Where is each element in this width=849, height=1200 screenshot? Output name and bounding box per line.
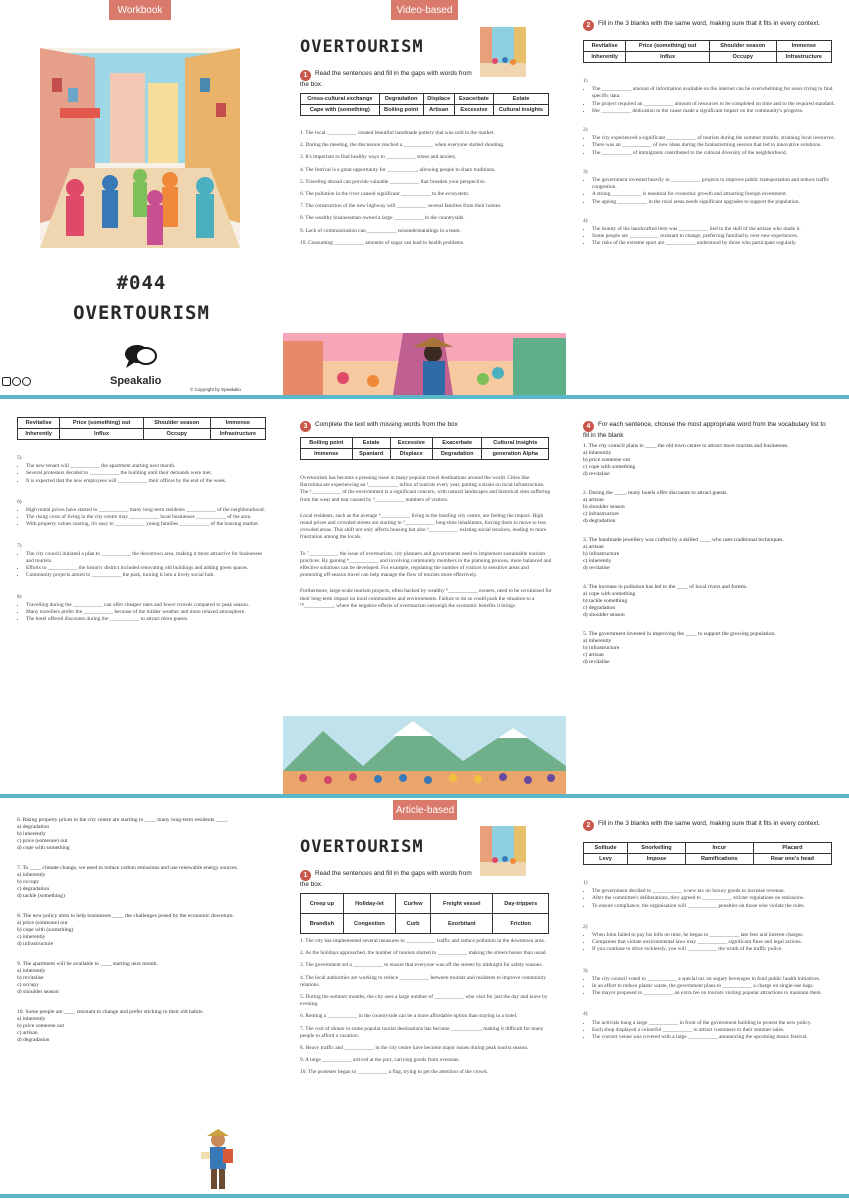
word-cell: Cross-cultural exchange [301,94,380,105]
sentence-group: 6) • High rental prices have started to ___________ many long-term residents ___________ of the neighbourhood. • The rising costs of living in the city centre may ___________ local businesses ___________ of the area. • With property values soaring, it's easy to ___________ young families ___________ of the housing market. [17,499,269,529]
question-item: 2. During the ____, many hotels offer discounts to attract guests. a) artisan b) shoulder season c) infrastructure d) degradation [583,490,728,524]
exercise-number-1: 1 [300,870,311,881]
ex4-questions [583,443,833,672]
question-item: 3. The handmade jewellery was crafted by a skilled ____ who uses traditional techniques. a) artisan b) infrastructure c) inherently d) revitalise [583,537,784,571]
ex1-instruction: 1 Read the sentences and fill in the gaps with words from the box. [300,70,472,88]
ex2-instruction: 2 Fill in the 3 blanks with the same word, making sure that it fits in every context. [583,20,843,31]
word-cell: Excessive [390,438,432,449]
brand-name: Speakalio [110,375,162,387]
word-cell: Cultural insights [493,105,548,116]
sentence-group: 1) • The government decided to ___________ a new tax on luxury goods to increase revenue. • After the committee's deliberations, they agreed to ___________ stricter regulations on emissions. • To ensure compliance, the organisation will ___________ penalties on those who violate the rules. [583,880,835,910]
word-cell: Infrastructure [776,52,831,63]
ex1-word-box [300,93,549,116]
article-tag: Article-based [393,800,457,820]
sentence: 7. The cost of dinner in some popular tourist destinations has become ___________, making it difficult for many people to afford a vacation. [300,1025,544,1039]
sentence-group: 1) • The ___________ amount of information available on the internet can be overwhelming for users trying to find specific data. • The project required an ___________ amount of resources to be completed on time and to the required standard. • Her ___________ dedication to the cause made a significant impact on the community's progress. [583,78,835,115]
sentence-group: 4) • The beauty of the handcrafted item was ___________ tied to the skill of the artisan who made it. • Some people are ___________ resistant to change, preferring familiarity over new experiences. • The risks of the extreme sport are ___________ understood by those who participate regularly. [583,218,835,248]
sentence: 10. The protester began to ___________ a flag, trying to get the attention of the crowd. [300,1069,488,1076]
ex2-groups-continued [17,455,269,628]
cover-panel [0,0,283,395]
word-cell: Friction [493,914,549,934]
word-cell: Infrastructure [210,429,265,440]
word-cell: Congestion [343,914,395,934]
workbook-tag: Workbook [109,0,171,20]
word-cell: Occupy [709,52,776,63]
article-ex1-word-box [300,893,549,934]
word-cell: Exacerbate [454,94,493,105]
worksheet-page-1 [0,0,849,395]
word-cell: Influx [626,52,709,63]
word-cell: Artisan [423,105,454,116]
question-item: 4. The increase in pollution has led to the ____ of local rivers and forests. a) cope with something b) tackle something c) degradation d) shoulder season [583,584,748,618]
word-cell: Estate [493,94,548,105]
cover-number: #044 [116,272,167,294]
paragraph: Furthermore, large-scale tourism projects, often backed by wealthy ⁹___________ owners, need to be scrutinised for their long-term impact on local communities and environments. Failure to do so could push the situation to a ¹⁰___________, where the negative effects of overtourism outweigh the economic benefits it brings. [300,588,552,609]
ex3-text [300,475,552,615]
word-cell: Curfew [396,894,431,914]
paragraph: Local residents, such as the average ⁴___________ living in the bustling city centre, are feeling the impact. High rental prices and crowded streets are starting to ⁵___________ long-time inhabitants, forcing them to move to less crowded areas. This shift not only affects housing but also ⁶___________ existing social tensions, leading to more frustration among the locals. [300,512,547,541]
word-cell: Brandish [301,914,344,934]
word-cell: Excessive [454,105,493,116]
word-cell: Occupy [143,429,210,440]
article-title: OVERTOURISM [300,837,424,857]
sentence-group: 2) • When John failed to pay his bills on time, he began to ___________ late fees and interest charges. • Companies that violate environmental laws may ___________ significant fines and legal actions. • If you continue to drive recklessly, you will ___________ the wrath of the traffic police. [583,924,835,954]
video-tag: Video-based [391,0,458,20]
page-divider [0,395,849,399]
article-exercise-column [283,800,566,1194]
word-cell: Rear one's head [753,854,831,865]
word-cell: Degradation [379,94,423,105]
word-cell: Revitalise [18,418,60,429]
page-divider [0,794,849,798]
question-item: 9. The apartment will be available to ____ starting next month. a) inherently b) revitalise c) occupy d) shoulder season [17,961,158,995]
worksheet-page-3 [0,800,849,1194]
multiple-choice-continued [0,800,283,1194]
sentence: 9. A large ___________ arrived at the port, carrying goods from overseas. [300,1057,460,1064]
word-cell: Price (something) out [60,418,143,429]
article-ex2-groups [583,880,835,1046]
ex3-word-box [300,437,549,460]
social-icons [2,377,31,386]
word-cell: Exorbitant [431,914,493,934]
question-item: 7. To ____ climate change, we need to reduce carbon emissions and use renewable energy sources. a) inherently b) occupy c) degradation d) tackle (something) [17,865,239,899]
exercise-number-2: 2 [583,20,594,31]
question-item: 6. Rising property prices in the city centre are starting to ____ many long-term residents ____. a) degradation b) inherently c) price (someone) out d) cope with something [17,817,229,851]
word-cell: Spaniard [352,449,390,460]
sentence: 1. The local ___________ created beautiful handmade pottery that was sold in the market. [300,130,495,136]
word-cell: Placard [753,843,831,854]
word-cell: Displace [390,449,432,460]
ex4-instruction: 4 For each sentence, choose the most appropriate word from the vocabulary list to fill in the blank [583,421,826,439]
sentence: 8. The wealthy businessman owned a large ___________ in the countryside. [300,215,465,222]
question-item: 1. The city council plans to ____ the old town centre to attract more tourists and businesses. a) inherently b) price someone out c) cope with something d) revitalise [583,443,789,477]
sentence-group: 5) • The new tenant will ___________ the apartment starting next month. • Several protesters decided to ___________ the building until their demands were met. • It is expected that the new employees will ___________ their offices by the end of the week. [17,455,269,485]
traveller-illustration [193,1128,243,1192]
word-cell: Freight vessel [431,894,493,914]
multiple-choice-column [566,401,849,794]
question-item: 5. The government invested in improving the ____ to support the growing population. a) inherently b) infrastructure c) artisan d) revitalise [583,631,776,665]
cover-title: OVERTOURISM [73,302,210,324]
exercise-number-1: 1 [300,70,311,81]
video-exercise-column [283,0,566,395]
video-thumbnail [480,27,526,77]
sentence-group: 3) • The city council voted to ___________ a special tax on sugary beverages to fund public health initiatives. • In an effort to reduce plastic waste, the government plans to ___________ a charge on single-use bags. • The mayor proposed to ___________ an extra fee on tourists visiting popular attractions to maintain them. [583,968,835,998]
ex2-word-box-repeat [17,417,266,440]
article-thumbnail [480,826,526,876]
sentence-group: 2) • The city experienced a significant ___________ of tourists during the summer months, straining local resources. • There was an ___________ of new ideas during the brainstorming session that led to innovative solutions. • The ___________ of immigrants contributed to the cultural diversity of the neighborhood. [583,127,835,157]
word-cell: Day-trippers [493,894,549,914]
article-ex1-instruction: 1 Read the sentences and fill in the gaps with words from the box. [300,870,472,888]
word-cell: Incur [685,843,753,854]
mountain-crowd-illustration [283,716,566,794]
sentence: 1. The city has implemented several measures to ___________ traffic and reduce pollution in the downtown area. [300,938,546,944]
speakalio-logo [124,343,158,369]
word-cell: Inherently [584,52,626,63]
sentence: 3. It's important to find healthy ways to ___________ stress and anxiety. [300,154,457,161]
sentence: 4. The local authorities are working to reduce ___________ between tourists and residents to improve community relations. [300,974,547,988]
sentence: 4. The festival is a great opportunity for ___________, allowing people to share traditions. [300,166,496,173]
word-cell: Cape with (something) [301,105,380,116]
copyright: © Copyright by Speakalio [190,387,241,392]
word-cell: Solitude [584,843,628,854]
sentence: 8. Heavy traffic and ___________ in the city centre have become major issues during peak tourist season. [300,1045,529,1052]
paragraph: Overtourism has become a pressing issue in many popular travel destinations around the world. Cities like Barcelona are experiencing an ¹___________ influx of tourists every year, putting a strain on local infrastructure. The ²___________ of the environment is a significant concern, with natural landscapes and historical sites suffering from the wear and tear caused by ³___________ numbers of visitors. [300,475,551,503]
word-cell: Immense [776,41,831,52]
tourist-illustration [283,333,566,395]
exercise-number-2: 2 [583,820,594,831]
word-cell: Cultural insights [482,438,549,449]
page-divider [0,1194,849,1198]
sentence: 2. During the meeting, the discussion reached a ___________ when everyone started shouting. [300,142,505,149]
word-cell: Exacerbate [432,438,482,449]
word-cell: Ramifications [685,854,753,865]
word-cell: Degradation [432,449,482,460]
word-cell: Immense [210,418,265,429]
question-item: 8. The new policy aims to help businesses ____ the challenges posed by the economic downturn. a) price (someone) out b) cope with (something) c) inherently d) infrastructure [17,913,234,947]
word-cell: Shoulder season [709,41,776,52]
ex3-instruction: 3 Complete the text with missing words from the box [300,421,555,432]
cover-illustration [40,48,240,248]
questions-continued [17,817,267,1050]
text-completion-column [283,401,566,794]
sentence: 3. The government set a ___________ to ensure that everyone was off the streets by midnight for safety reasons. [300,962,543,969]
sentence: 9. Lack of communication can ___________ misunderstandings in a team. [300,227,461,234]
ex2-word-box [583,40,832,63]
question-item: 10. Some people are ____ resistant to change and prefer sticking to their old habits. a) inherently b) price someone out c) artisan d) degradation [17,1009,204,1043]
sentence: 6. Renting a ___________ in the countryside can be a more affordable option than staying in a hotel. [300,1013,518,1020]
sentence: 5. Traveling abroad can provide valuable ___________ that broaden your perspective. [300,178,486,185]
facebook-icon[interactable] [12,377,21,386]
sentence-group: 3) • The government invested heavily in ___________ projects to improve public transportation and reduce traffic congestion. • A strong ___________ is essential for economic growth and attracting foreign investment. • The ageing ___________ in the rural areas needs significant upgrades to support the population. [583,169,835,206]
word-cell: Holiday-let [343,894,395,914]
word-cell: Shoulder season [143,418,210,429]
word-cell: Displace [423,94,454,105]
article-ex2-instruction: 2 Fill in the 3 blanks with the same word, making sure that it fits in every context. [583,820,843,831]
word-cell: Immense [301,449,353,460]
word-cell: Influx [60,429,143,440]
word-cell: Boiling point [379,105,423,116]
word-cell: Snorkelling [628,843,686,854]
worksheet-page-2 [0,401,849,794]
word-cell: Creep up [301,894,344,914]
fill-same-word-column [566,0,849,395]
sentence: 2. As the holidays approached, the number of tourists started to ___________ making the streets busier than usual. [300,950,548,957]
exercise-number-4: 4 [583,421,594,432]
ex2-groups [583,78,835,253]
article-ex1-sentences [300,938,552,1082]
fill-same-word-continued [0,401,283,794]
word-cell: Price (something) out [626,41,709,52]
sentence: 10. Consuming ___________ amounts of sugar can lead to health problems. [300,239,465,246]
word-cell: Curb [396,914,431,934]
sentence: 7. The construction of the new highway will ___________ several families from their homes. [300,203,502,210]
word-cell: Boiling point [301,438,353,449]
share-icon[interactable] [22,377,31,386]
sentence-group: 4) • The activists hung a large ___________ in front of the government building to protest the new policy. • Each shop displayed a colourful ___________ to attract customers to their summer sales. • The concert venue was covered with a large ___________ announcing the upcoming music festival. [583,1011,835,1041]
exercise-number-3: 3 [300,421,311,432]
sentence: 5. During the summer months, the city sees a large number of ___________ who visit for just the day and leave by evening. [300,994,548,1008]
word-cell: Levy [584,854,628,865]
word-cell: generation Alpha [482,449,549,460]
instagram-icon[interactable] [2,377,11,386]
word-cell: Impose [628,854,686,865]
sentence-group: 8) • Travelling during the ___________ can offer cheaper rates and fewer crowds compared to peak season. • Many travellers prefer the ___________ because of the milder weather and more relaxed atmosphere. • The hotel offered discounts during the ___________ to attract more guests. [17,594,269,624]
word-cell: Revitalise [584,41,626,52]
ex1-sentences [300,130,552,252]
sentence-group: 7) • The city council initiated a plan to ___________ the downtown area, making it more attractive for businesses and tourists. • Efforts to ___________ the historic district included renovating old buildings and adding green spaces. • Community projects aimed to ___________ the park, turning it into a lively social hub. [17,543,269,580]
article-ex2-word-box [583,842,832,865]
word-cell: Estate [352,438,390,449]
paragraph: To ⁷___________ the issue of overtourism, city planners and governments need to implement sustainable tourism practices. By gaining ⁸___________ and involving community members in the planning process, more balanced and effective solutions can be developed. For example, regulating the number of visitors to sensitive areas and promoting off-season travel can help manage the flow of tourists more effectively. [300,550,552,579]
sentence: 6. The pollution in the river caused significant ___________ to the ecosystem. [300,191,470,198]
word-cell: Inherently [18,429,60,440]
video-title: OVERTOURISM [300,37,424,57]
article-fill-same-word-column [566,800,849,1194]
